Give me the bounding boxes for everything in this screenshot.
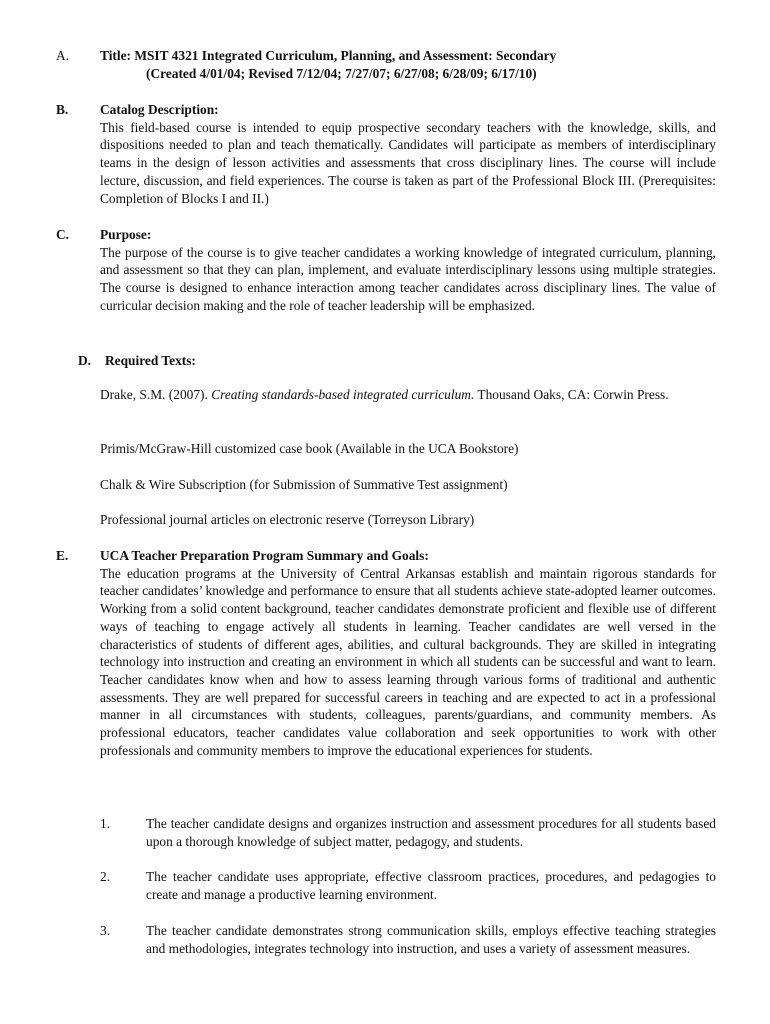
goal-text: The teacher candidate designs and organizes instruction and assessment procedures for all students based upon a thorough knowledge of subject matter, pedagogy, and students. [146,816,716,849]
section-e-letter: E. [56,548,69,563]
program-goals-heading: UCA Teacher Preparation Program Summary and Goals: [100,548,429,563]
title-revision-dates: (Created 4/01/04; Revised 7/12/04; 7/27/07; 6/27/08; 6/28/09; 6/17/10) [146,65,537,81]
section-b-body [100,101,716,207]
purpose-heading: Purpose: [100,227,152,242]
purpose-text: The purpose of the course is to give teacher candidates a working knowledge of integrated curriculum, planning, and assessment so that they can plan, implement, and evaluate interdisciplinary lessons using multiple strategies. The course is designed to enhance interaction among teacher candidates across disciplinary lines. The value of curricular decision making and the role of teacher leadership will be emphasized. [100,244,716,313]
section-e-body [100,547,716,759]
reference-casebook: Primis/McGraw-Hill customized case book (Available in the UCA Bookstore) [100,441,519,456]
reference-journal-articles: Professional journal articles on electronic reserve (Torreyson Library) [100,512,475,527]
ref-book-title: Creating standards-based integrated curriculum. [211,387,475,402]
section-a-letter: A. [56,48,70,63]
program-summary-text: The education programs at the University of Central Arkansas establish and maintain rigorous standards for teacher candidates’ knowledge and performance to ensure that all students achieve state-adopted learner outcomes. Working from a solid content background, teacher candidates demonstrate proficient and flexible use of different ways of teaching to engage actively all students in learning. Teacher candidates are well versed in the characteristics of students of different ages, abilities, and cultural backgrounds. They are skilled in integrating technology into instruction and creating an environment in which all students can be successful and want to learn. Teacher candidates know when and how to assess learning through various forms of traditional and authentic assessments. They are well prepared for successful careers in teaching and are expected to act in a professional manner in all circumstances with students, colleagues, parents/guardians, and community members. As professional educators, teacher candidates value collaboration and seek opportunities to work with other professionals and community members to improve the educational experiences for students. [100,565,716,758]
catalog-description-heading: Catalog Description: [100,102,219,117]
section-c-letter: C. [56,227,70,242]
required-texts-header [78,352,196,370]
ref-author: Drake, S.M. (2007). [100,387,212,402]
required-texts-heading: Required Texts: [105,353,196,368]
course-title [100,47,716,82]
catalog-description-text: This field-based course is intended to equip prospective secondary teachers with the knowledge, skills, and dispositions needed to plan and teach thematically. Candidates will participate as members of interdisciplinary teams in the design of lesson activities and assessments that cross disciplinary lines. The course will include lecture, discussion, and field experiences. The course is taken as part of the Professional Block III. (Prerequisites: Completion of Blocks I and II.) [100,119,716,206]
section-b-letter: B. [56,102,69,117]
ref-publisher: Thousand Oaks, CA: Corwin Press. [474,387,669,402]
goal-number: 2. [100,869,111,884]
goal-text: The teacher candidate demonstrates strong communication skills, employs effective teaching strategies and methodologies, integrates technology into instruction, and uses a variety of assessment measures. [146,923,716,956]
goal-text: The teacher candidate uses appropriate, effective classroom practices, procedures, and pedagogies to create and manage a productive learning environment. [146,869,716,902]
section-d-letter: D. [78,353,92,368]
goal-number: 1. [100,816,111,831]
title-line-1: Title: MSIT 4321 Integrated Curriculum, Planning, and Assessment: Secondary [100,48,557,63]
reference-chalk-wire: Chalk & Wire Subscription (for Submission of Summative Test assignment) [100,477,508,492]
goal-number: 3. [100,923,111,938]
reference-drake-line [100,386,716,404]
reference-drake [100,386,716,404]
section-c-body [100,226,716,315]
